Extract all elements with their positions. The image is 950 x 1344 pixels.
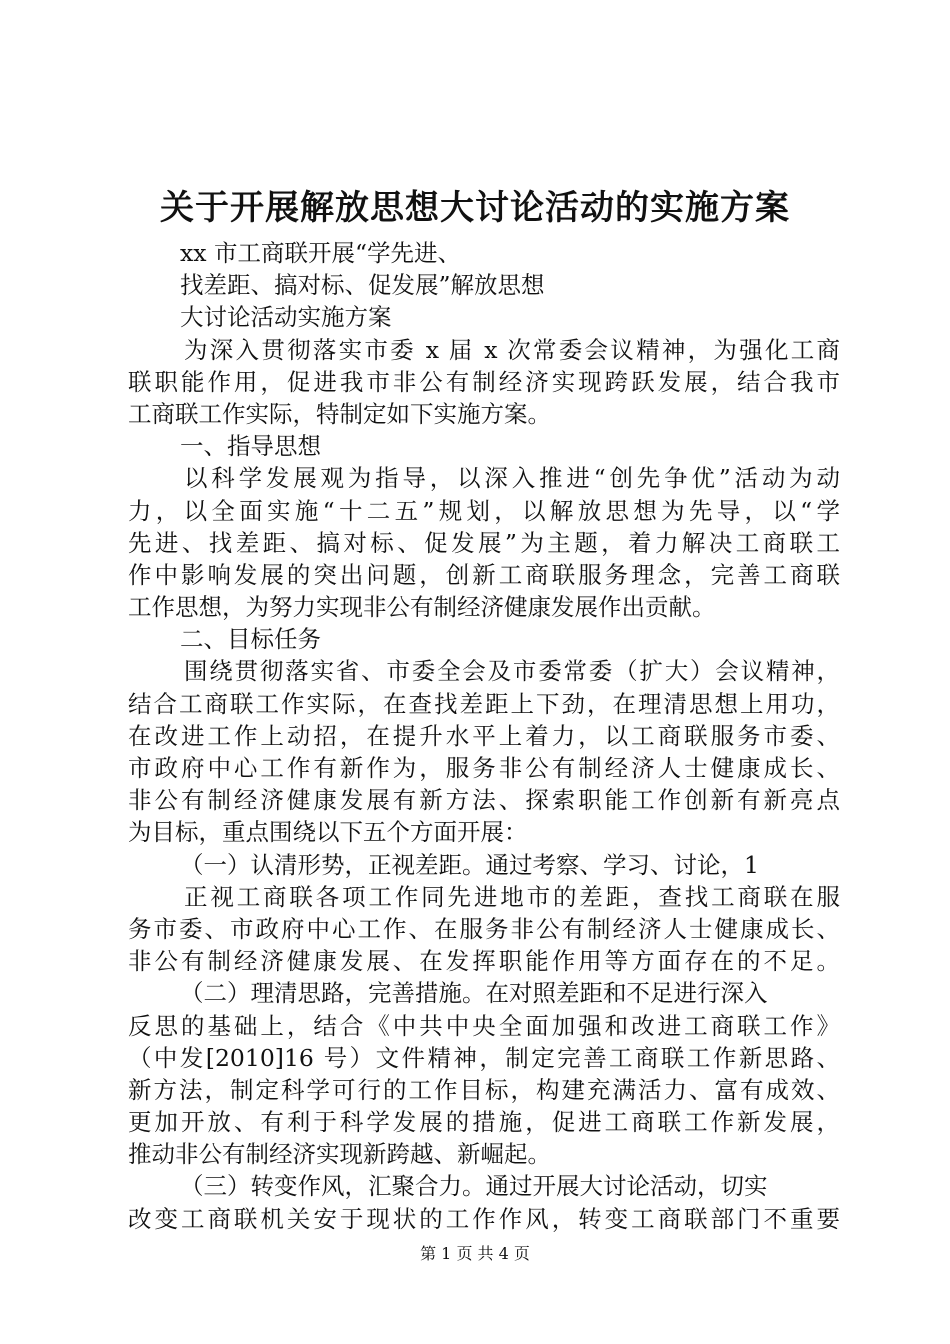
document-title: 关于开展解放思想大讨论活动的实施方案 [160, 188, 790, 228]
body-line: 二、目标任务 [180, 625, 321, 654]
body-line: xx 市工商联开展“学先进、 [180, 239, 461, 267]
body-line: （二）理清思路，完善措施。在对照差距和不足进行深入 [180, 979, 768, 1008]
body-line: 非公有制经济健康发展有新方法、探索职能工作创新有新亮点 [128, 786, 840, 815]
body-line: 找差距、搞对标、促发展”解放思想 [180, 271, 545, 300]
body-line: 改变工商联机关安于现状的工作作风，转变工商联部门不重要 [128, 1204, 840, 1233]
body-line: 为目标，重点围绕以下五个方面开展： [128, 818, 528, 847]
body-line: （一）认清形势，正视差距。通过考察、学习、讨论，1 [180, 850, 759, 879]
body-line: 一、指导思想 [180, 432, 321, 461]
body-line: 联职能作用，促进我市非公有制经济实现跨跃发展，结合我市 [128, 367, 840, 396]
page-footer: 第 1 页 共 4 页 [420, 1244, 530, 1263]
body-line: 正视工商联各项工作同先进地市的差距，查找工商联在服 [184, 882, 840, 911]
body-line: 力，以全面实施“十二五”规划，以解放思想为先导，以“学 [128, 496, 840, 525]
body-line: 为深入贯彻落实市委 x 届 x 次常委会议精神，为强化工商 [184, 335, 840, 364]
body-line: 结合工商联工作实际，在查找差距上下劲，在理清思想上用功， [128, 689, 840, 718]
body-line: 非公有制经济健康发展、在发挥职能作用等方面存在的不足。 [128, 947, 840, 976]
body-line: 更加开放、有利于科学发展的措施，促进工商联工作新发展， [128, 1108, 840, 1137]
body-line: 市政府中心工作有新作为，服务非公有制经济人士健康成长、 [128, 754, 840, 782]
body-line: 工作思想，为努力实现非公有制经济健康发展作出贡献。 [128, 593, 716, 622]
body-line: 推动非公有制经济实现新跨越、新崛起。 [128, 1140, 551, 1169]
body-line: 先进、找差距、搞对标、促发展”为主题，着力解决工商联工 [128, 528, 840, 557]
body-line: 以科学发展观为指导，以深入推进“创先争优”活动为动 [184, 464, 840, 493]
body-line: 大讨论活动实施方案 [180, 303, 392, 332]
body-line: 新方法，制定科学可行的工作目标，构建充满活力、富有成效、 [128, 1075, 840, 1104]
body-line: 反思的基础上，结合《中共中央全面加强和改进工商联工作》 [128, 1011, 840, 1040]
body-line: 围绕贯彻落实省、市委全会及市委常委（扩大）会议精神， [184, 657, 840, 686]
body-line: 在改进工作上动招，在提升水平上着力，以工商联服务市委、 [128, 721, 840, 750]
body-line: 作中影响发展的突出问题，创新工商联服务理念，完善工商联 [128, 560, 840, 589]
document-body [128, 237, 840, 1235]
body-line: 务市委、市政府中心工作、在服务非公有制经济人士健康成长、 [128, 914, 840, 943]
body-line: （中发[2010]16 号）文件精神，制定完善工商联工作新思路、 [128, 1043, 840, 1072]
body-line: （三）转变作风，汇聚合力。通过开展大讨论活动，切实 [180, 1172, 768, 1201]
body-line: 工商联工作实际，特制定如下实施方案。 [128, 399, 551, 428]
